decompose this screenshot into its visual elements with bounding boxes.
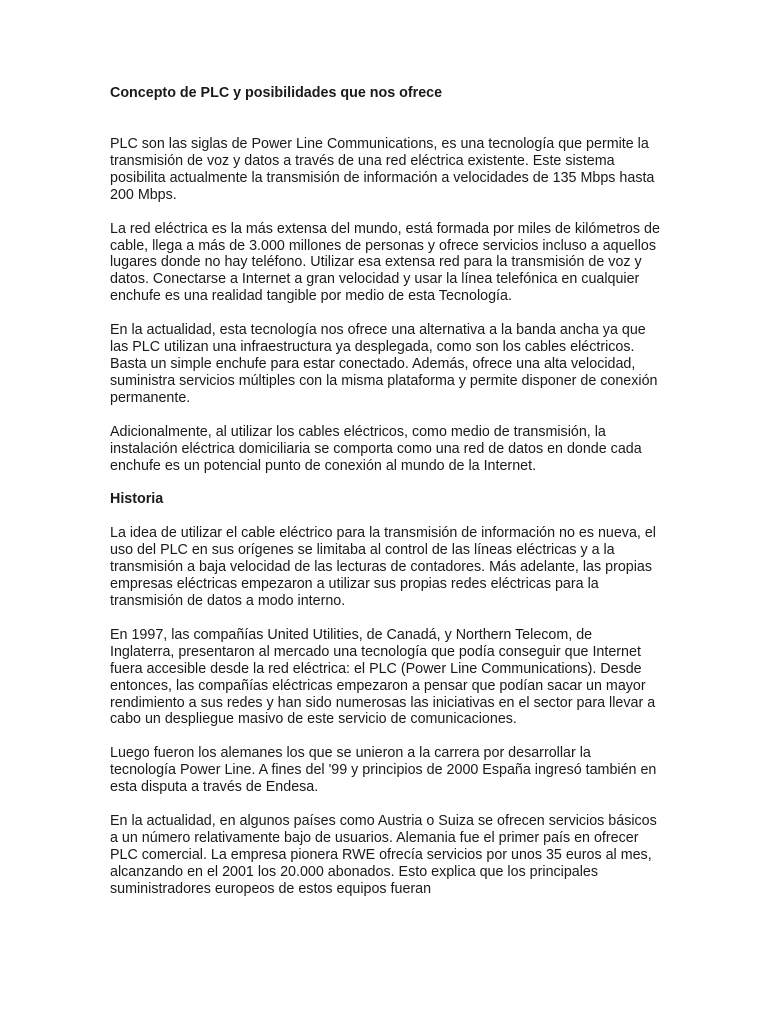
paragraph: Adicionalmente, al utilizar los cables eléctricos, como medio de transmisión, la instalación eléctrica domiciliaria se comporta como una red de datos en donde cada enchufe es un potencial punto de conexión al mundo de la Internet. — [110, 423, 642, 474]
paragraph: En la actualidad, esta tecnología nos ofrece una alternativa a la banda ancha ya que las PLC utilizan una infraestructura ya desplegada, como son los cables eléctricos. Basta un simple enchufe para estar conectado. Además, ofrece una alta velocidad, suministra servicios múltiples con la misma plataforma y permite disponer de conexión permanente. — [110, 322, 658, 406]
paragraph: La idea de utilizar el cable eléctrico para la transmisión de información no es nueva, el uso del PLC en sus orígenes se limitaba al control de las líneas eléctricas y a la transmisión a baja velocidad de las lecturas de contadores. Más adelante, las propias empresas eléctricas empezaron a utilizar sus propias redes eléctricas para la transmisión de datos a modo interno. — [110, 525, 656, 610]
paragraph: Luego fueron los alemanes los que se unieron a la carrera por desarrollar la tecnología Power Line. A fines del '99 y principios de 2000 España ingresó también en esta disputa a través de Endesa. — [110, 745, 657, 796]
paragraph: En 1997, las compañías United Utilities, de Canadá, y Northern Telecom, de Inglaterra, presentaron al mercado una tecnología que podía conseguir que Internet fuera accesible desde la red eléctrica: el PLC (Power Line Communications). Desde entonces, las compañías eléctricas empezaron a pensar que podían sacar un mayor rendimiento a sus redes y han sido numerosas las iniciativas en el sector para llevar a cabo un despliegue masivo de este servicio de comunicaciones. — [110, 626, 656, 728]
document-title: Concepto de PLC y posibilidades que nos ofrece — [110, 85, 443, 101]
document-page — [110, 85, 660, 915]
section-heading-history: Historia — [110, 491, 164, 508]
paragraph: PLC son las siglas de Power Line Communications, es una tecnología que permite la transmisión de voz y datos a través de una red eléctrica existente. Este sistema posibilita actualmente la transmisión de información a velocidades de 135 Mbps hasta 200 Mbps. — [110, 136, 655, 203]
paragraph: La red eléctrica es la más extensa del mundo, está formada por miles de kilómetros de cable, llega a más de 3.000 millones de personas y ofrece servicios incluso a aquellos lugares donde no hay teléfono. Utilizar esa extensa red para la transmisión de voz y datos. Conectarse a Internet a gran velocidad y usar la línea telefónica en cualquier enchufe es una realidad tangible por medio de esta Tecnología. — [110, 220, 660, 305]
paragraph: En la actualidad, en algunos países como Austria o Suiza se ofrecen servicios básicos a un número relativamente bajo de usuarios. Alemania fue el primer país en ofrecer PLC comercial. La empresa pionera RWE ofrecía servicios por unos 35 euros al mes, alcanzando en el 2001 los 20.000 abonados. Esto explica que los principales suministradores europeos de estos equipos fueran — [110, 813, 657, 897]
